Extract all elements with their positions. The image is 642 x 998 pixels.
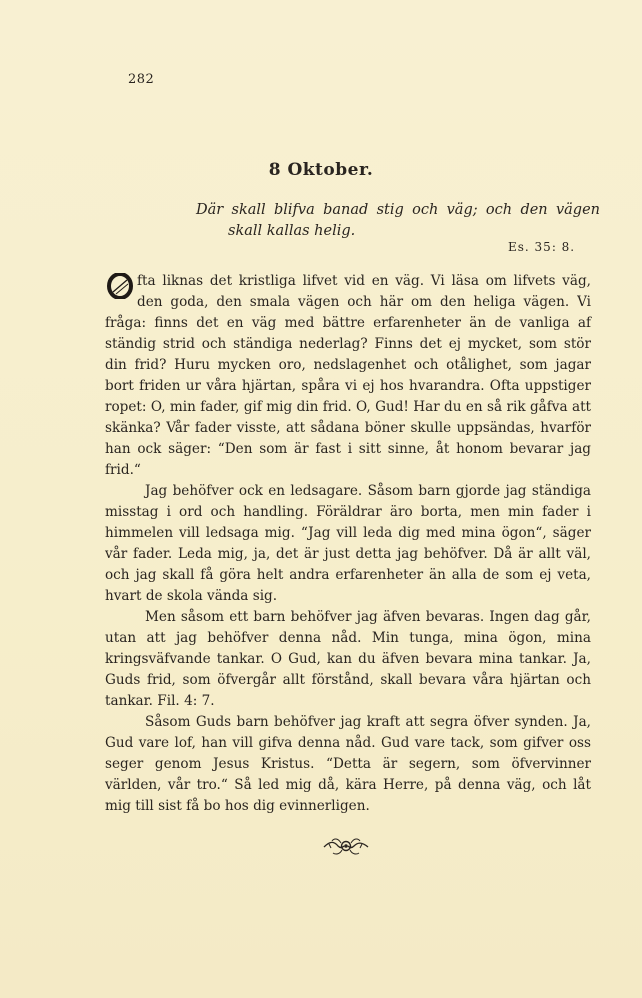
epigraph	[196, 200, 600, 242]
paragraph-1	[105, 271, 591, 481]
scripture-reference: Es. 35: 8.	[508, 240, 576, 254]
paragraph-4: Såsom Guds barn behöfver jag kraft att segra öfver synden. Ja, Gud vare lof, han vill gifva denna nåd. Gud vare tack, som gifver oss seger genom Jesus Kristus. “Detta är segern, som öfvervinner världen, vår tro.“ Så led mig då, kära Herre, på denna väg, och låt mig till sist få bo hos dig evinnerligen.	[105, 714, 591, 814]
page-number: 282	[128, 72, 155, 87]
paragraph-1-text: fta liknas det kristliga lifvet vid en väg. Vi läsa om lifvets väg, den goda, den smala vägen och här om den heliga vägen. Vi fråga: finns det en väg med bättre erfarenheter än de vanliga af ständig strid och ständiga nederlag? Finns det ej mycket, som stör din frid? Huru mycken oro, nedslagenhet och otålighet, som jagar bort friden ur våra hjärtan, spåra vi ej hos hvarandra. Ofta uppstiger ropet: O, min fader, gif mig din frid. O, Gud! Har du en så rik gåfva att skänka? Vår fader visste, att sådana böner skulle uppsändas, hvarför han ock säger: “Den som är fast i sitt sinne, åt honom bevarar jag frid.“	[105, 273, 591, 478]
floral-ornament-icon	[322, 835, 370, 857]
page-title: 8 Oktober.	[268, 160, 374, 180]
paragraph-3: Men såsom ett barn behöfver jag äfven bevaras. Ingen dag går, utan att jag behöfver denna nåd. Min tunga, mina ögon, mina kringsväfvande tankar. O Gud, kan du äfven bevara mina tankar. Ja, Guds frid, som öfvergår allt förstånd, skall bevara våra hjärtan och tankar. Fil. 4: 7.	[105, 609, 591, 709]
epigraph-line-2: skall kallas helig.	[228, 223, 356, 239]
dropcap-o-icon	[107, 273, 133, 299]
body-text	[105, 271, 591, 817]
paragraph-2: Jag behöfver ock en ledsagare. Såsom barn gjorde jag ständiga misstag i ord och handling. Föräldrar äro borta, men min fader i himmelen vill ledsaga mig. “Jag vill leda dig med mina ögon“, säger vår fader. Leda mig, ja, det är just detta jag behöfver. Då är allt väl, och jag skall få göra helt andra erfarenheter än alla de som ej veta, hvart de skola vända sig.	[105, 483, 591, 604]
epigraph-line-1: Där skall blifva banad stig och väg; och den vägen	[196, 202, 600, 218]
